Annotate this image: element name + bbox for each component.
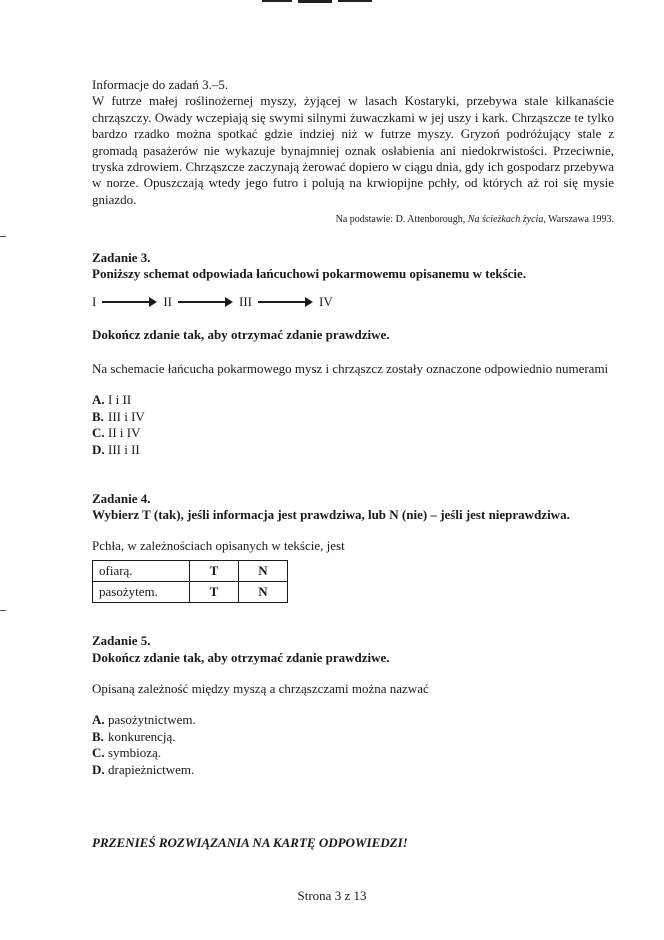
task-3-options bbox=[92, 392, 614, 458]
false-option[interactable]: N bbox=[239, 561, 288, 582]
intro-paragraph: W futrze małej roślinożernej myszy, żyjącej w lasach Kostaryki, przebywa stale kilkanaście chrząszczy. Owady wczepiają się swymi silnymi żuwaczkami w jej uszy i kark. Chrząszcze te tylko bardzo rzadko można spotkać gdzie indziej niż w futrze myszy. Gryzoń podróżujący stale z gromadą pasażerów nie wykazuje bynajmniej oznak osłabienia ani niedokrwistości. Przeciwnie, tryska zdrowiem. Chrząszcze zaczynają żerować dopiero w ciągu dnia, gdy ich gospodarz przebywa w norze. Opuszczają wtedy jego futro i polują na krwiopijne pchły, od których aż roi się mysie gniazdo. bbox=[92, 93, 614, 207]
option-letter: A. bbox=[92, 712, 105, 728]
transfer-answers-note: PRZENIEŚ ROZWIĄZANIA NA KARTĘ ODPOWIEDZI! bbox=[92, 834, 408, 850]
task-5-instruction: Dokończ zdanie tak, aby otrzymać zdanie prawdziwe. bbox=[92, 649, 390, 665]
edge-scan-mark bbox=[0, 610, 6, 611]
food-chain-scheme bbox=[92, 293, 614, 311]
task-3 bbox=[92, 250, 614, 458]
option-c[interactable] bbox=[92, 745, 614, 761]
true-option[interactable]: T bbox=[190, 561, 239, 582]
task-5-title: Zadanie 5. bbox=[92, 633, 151, 649]
task-4-title: Zadanie 4. bbox=[92, 490, 151, 506]
task-3-title: Zadanie 3. bbox=[92, 249, 151, 265]
option-d[interactable] bbox=[92, 442, 614, 458]
task-5-options bbox=[92, 712, 614, 778]
top-scan-mark bbox=[262, 0, 372, 3]
option-text: III i II bbox=[108, 441, 140, 457]
task-4-instruction: Wybierz T (tak), jeśli informacja jest prawdziwa, lub N (nie) – jeśli jest nieprawdziwa. bbox=[92, 507, 570, 523]
false-option[interactable]: N bbox=[239, 582, 288, 603]
option-a[interactable] bbox=[92, 392, 614, 408]
option-letter: C. bbox=[92, 425, 105, 441]
intro-section bbox=[92, 77, 614, 229]
task-3-text: Na schemacie łańcucha pokarmowego mysz i chrząszcz zostały oznaczone odpowiednio numerami bbox=[92, 360, 609, 376]
option-text: pasożytnictwem. bbox=[108, 712, 196, 728]
true-false-table bbox=[92, 560, 288, 603]
table-row bbox=[93, 561, 288, 582]
option-d[interactable] bbox=[92, 762, 614, 778]
statement-cell: ofiarą. bbox=[93, 561, 190, 582]
arrow-icon bbox=[102, 297, 157, 307]
edge-scan-mark bbox=[0, 236, 6, 237]
task-4 bbox=[92, 491, 614, 603]
option-letter: B. bbox=[92, 728, 104, 744]
option-text: konkurencją. bbox=[108, 728, 176, 744]
intro-heading: Informacje do zadań 3.–5. bbox=[92, 77, 229, 92]
option-letter: D. bbox=[92, 761, 105, 777]
page-number: Strona 3 z 13 bbox=[297, 888, 367, 903]
task-5 bbox=[92, 633, 614, 778]
scheme-label: II bbox=[163, 294, 173, 310]
arrow-icon bbox=[178, 297, 233, 307]
source-title: Na ścieżkach życia bbox=[467, 214, 544, 226]
true-option[interactable]: T bbox=[190, 582, 239, 603]
option-text: drapieżnictwem. bbox=[108, 761, 195, 777]
source-citation bbox=[92, 212, 614, 228]
source-prefix: Na podstawie: D. Attenborough, bbox=[335, 214, 468, 226]
scheme-label: I bbox=[92, 294, 97, 310]
option-letter: A. bbox=[92, 392, 105, 408]
task-5-text: Opisaną zależność między myszą a chrząszczami można nazwać bbox=[92, 680, 429, 696]
option-text: symbiozą. bbox=[108, 745, 162, 761]
task-3-instruction: Poniższy schemat odpowiada łańcuchowi pokarmowemu opisanemu w tekście. bbox=[92, 266, 527, 282]
task-3-subinstruction: Dokończ zdanie tak, aby otrzymać zdanie prawdziwe. bbox=[92, 327, 390, 343]
option-text: III i IV bbox=[108, 408, 145, 424]
table-row bbox=[93, 582, 288, 603]
scheme-label: III bbox=[239, 294, 253, 310]
option-a[interactable] bbox=[92, 712, 614, 728]
option-text: I i II bbox=[108, 392, 132, 408]
option-letter: D. bbox=[92, 441, 105, 457]
option-text: II i IV bbox=[108, 425, 141, 441]
option-letter: B. bbox=[92, 408, 104, 424]
option-b[interactable] bbox=[92, 729, 614, 745]
statement-cell: pasożytem. bbox=[93, 582, 190, 603]
option-c[interactable] bbox=[92, 425, 614, 441]
option-letter: C. bbox=[92, 745, 105, 761]
task-4-text: Pchła, w zależnościach opisanych w tekście, jest bbox=[92, 537, 345, 553]
exam-page bbox=[92, 77, 614, 851]
option-b[interactable] bbox=[92, 409, 614, 425]
source-suffix: , Warszawa 1993. bbox=[543, 214, 614, 226]
arrow-icon bbox=[258, 297, 313, 307]
scheme-label: IV bbox=[319, 294, 333, 310]
